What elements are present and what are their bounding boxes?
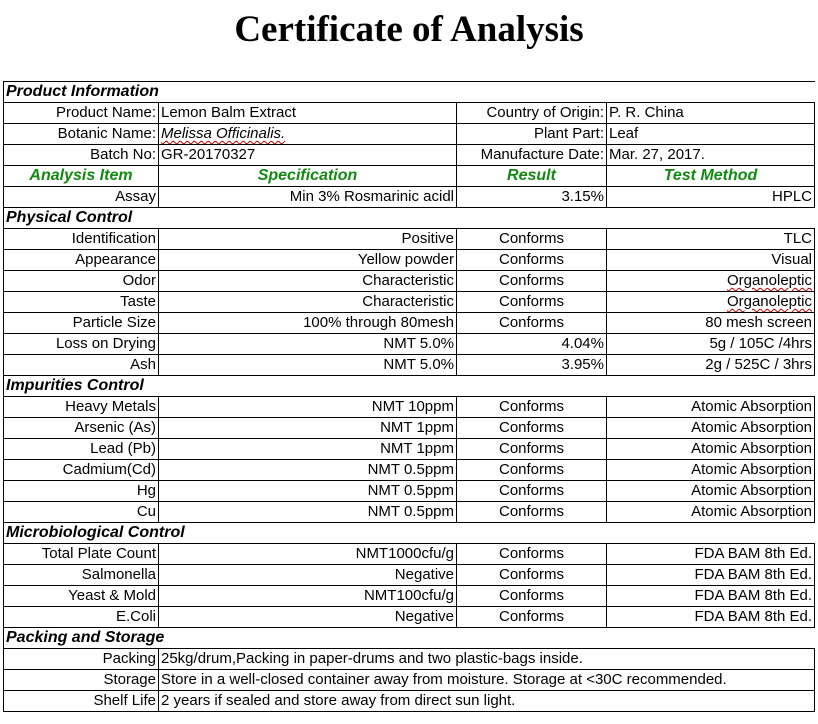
impurity-spec: NMT 10ppm — [159, 397, 457, 418]
physical-spec: Yellow powder — [159, 250, 457, 271]
micro-item: Salmonella — [4, 565, 159, 586]
impurity-method: Atomic Absorption — [607, 481, 815, 502]
impurity-result: Conforms — [457, 481, 607, 502]
product-name-value: Lemon Balm Extract — [159, 103, 457, 124]
physical-item: Ash — [4, 355, 159, 376]
physical-result: Conforms — [457, 292, 607, 313]
physical-spec: Characteristic — [159, 271, 457, 292]
micro-item: E.Coli — [4, 607, 159, 628]
physical-method: 2g / 525C / 3hrs — [607, 355, 815, 376]
physical-method: 5g / 105C /4hrs — [607, 334, 815, 355]
impurity-method: Atomic Absorption — [607, 397, 815, 418]
section-title-product-info: Product Information — [4, 82, 815, 103]
impurity-method: Atomic Absorption — [607, 418, 815, 439]
impurity-item: Heavy Metals — [4, 397, 159, 418]
micro-result: Conforms — [457, 607, 607, 628]
physical-item: Appearance — [4, 250, 159, 271]
impurity-result: Conforms — [457, 502, 607, 523]
country-label: Country of Origin: — [457, 103, 607, 124]
physical-item: Loss on Drying — [4, 334, 159, 355]
physical-spec: 100% through 80mesh — [159, 313, 457, 334]
product-name-label: Product Name: — [4, 103, 159, 124]
physical-method: 80 mesh screen — [607, 313, 815, 334]
physical-result: Conforms — [457, 271, 607, 292]
header-specification: Specification — [159, 166, 457, 187]
assay-row — [4, 187, 815, 208]
header-analysis-item: Analysis Item — [4, 166, 159, 187]
section-row-physical — [4, 208, 815, 229]
micro-method: FDA BAM 8th Ed. — [607, 544, 815, 565]
storage-value: Store in a well-closed container away from moisture. Storage at <30C recommended. — [159, 670, 815, 691]
physical-method — [607, 292, 815, 313]
impurity-item: Cadmium(Cd) — [4, 460, 159, 481]
impurity-result: Conforms — [457, 418, 607, 439]
assay-item: Assay — [4, 187, 159, 208]
section-title-micro: Microbiological Control — [4, 523, 815, 544]
physical-item: Taste — [4, 292, 159, 313]
section-row-product-info — [4, 82, 815, 103]
table-row — [4, 397, 815, 418]
physical-result: Conforms — [457, 250, 607, 271]
physical-item: Odor — [4, 271, 159, 292]
section-row-packing — [4, 628, 815, 649]
coa-table — [3, 81, 815, 712]
header-test-method: Test Method — [607, 166, 815, 187]
botanic-name-value: Melissa Officinalis. — [161, 125, 286, 142]
assay-method: HPLC — [607, 187, 815, 208]
shelf-life-row — [4, 691, 815, 712]
micro-item: Yeast & Mold — [4, 586, 159, 607]
physical-item: Identification — [4, 229, 159, 250]
table-row — [4, 607, 815, 628]
physical-method: TLC — [607, 229, 815, 250]
document-title: Certificate of Analysis — [234, 9, 584, 50]
table-row — [4, 544, 815, 565]
plant-part-value: Leaf — [607, 124, 815, 145]
impurity-method: Atomic Absorption — [607, 460, 815, 481]
section-row-micro — [4, 523, 815, 544]
physical-spec: NMT 5.0% — [159, 355, 457, 376]
table-row — [4, 418, 815, 439]
micro-spec: Negative — [159, 565, 457, 586]
manufacture-date-value: Mar. 27, 2017. — [607, 145, 815, 166]
impurity-result: Conforms — [457, 439, 607, 460]
impurity-item: Arsenic (As) — [4, 418, 159, 439]
manufacture-date-label: Manufacture Date: — [457, 145, 607, 166]
impurity-method: Atomic Absorption — [607, 439, 815, 460]
physical-spec: Positive — [159, 229, 457, 250]
section-title-physical: Physical Control — [4, 208, 815, 229]
section-row-impurities — [4, 376, 815, 397]
table-row — [4, 586, 815, 607]
table-row — [4, 334, 815, 355]
packing-label: Packing — [4, 649, 159, 670]
section-title-packing: Packing and Storage — [4, 628, 815, 649]
physical-item: Particle Size — [4, 313, 159, 334]
shelf-life-label: Shelf Life — [4, 691, 159, 712]
table-row — [4, 502, 815, 523]
physical-result: 4.04% — [457, 334, 607, 355]
impurity-spec: NMT 0.5ppm — [159, 481, 457, 502]
section-title-impurities: Impurities Control — [4, 376, 815, 397]
header-result: Result — [457, 166, 607, 187]
packing-row — [4, 649, 815, 670]
batch-value: GR-20170327 — [159, 145, 457, 166]
plant-part-label: Plant Part: — [457, 124, 607, 145]
micro-spec: NMT1000cfu/g — [159, 544, 457, 565]
physical-method-text: Organoleptic — [726, 272, 813, 289]
physical-spec: Characteristic — [159, 292, 457, 313]
micro-result: Conforms — [457, 586, 607, 607]
physical-spec: NMT 5.0% — [159, 334, 457, 355]
table-row — [4, 250, 815, 271]
micro-item: Total Plate Count — [4, 544, 159, 565]
assay-result: 3.15% — [457, 187, 607, 208]
micro-spec: NMT100cfu/g — [159, 586, 457, 607]
product-name-row — [4, 103, 815, 124]
physical-result: Conforms — [457, 229, 607, 250]
micro-method: FDA BAM 8th Ed. — [607, 586, 815, 607]
impurity-item: Hg — [4, 481, 159, 502]
botanic-name-label: Botanic Name: — [4, 124, 159, 145]
impurity-item: Lead (Pb) — [4, 439, 159, 460]
impurity-result: Conforms — [457, 460, 607, 481]
micro-result: Conforms — [457, 544, 607, 565]
table-row — [4, 292, 815, 313]
micro-method: FDA BAM 8th Ed. — [607, 607, 815, 628]
assay-spec: Min 3% Rosmarinic acidl — [159, 187, 457, 208]
physical-result: Conforms — [457, 313, 607, 334]
micro-result: Conforms — [457, 565, 607, 586]
country-value: P. R. China — [607, 103, 815, 124]
impurity-item: Cu — [4, 502, 159, 523]
storage-row — [4, 670, 815, 691]
physical-method: Visual — [607, 250, 815, 271]
impurity-spec: NMT 1ppm — [159, 439, 457, 460]
micro-method: FDA BAM 8th Ed. — [607, 565, 815, 586]
table-row — [4, 271, 815, 292]
shelf-life-value: 2 years if sealed and store away from direct sun light. — [159, 691, 815, 712]
table-row — [4, 229, 815, 250]
column-header-row — [4, 166, 815, 187]
impurity-spec: NMT 0.5ppm — [159, 502, 457, 523]
packing-value: 25kg/drum,Packing in paper-drums and two plastic-bags inside. — [159, 649, 815, 670]
table-row — [4, 481, 815, 502]
micro-spec: Negative — [159, 607, 457, 628]
batch-label: Batch No: — [4, 145, 159, 166]
physical-method — [607, 271, 815, 292]
impurity-spec: NMT 1ppm — [159, 418, 457, 439]
table-row — [4, 565, 815, 586]
table-row — [4, 439, 815, 460]
batch-row — [4, 145, 815, 166]
impurity-result: Conforms — [457, 397, 607, 418]
table-row — [4, 355, 815, 376]
physical-result: 3.95% — [457, 355, 607, 376]
impurity-method: Atomic Absorption — [607, 502, 815, 523]
table-row — [4, 460, 815, 481]
storage-label: Storage — [4, 670, 159, 691]
impurity-spec: NMT 0.5ppm — [159, 460, 457, 481]
physical-method-text: Organoleptic — [726, 293, 813, 310]
botanic-name-row — [4, 124, 815, 145]
table-row — [4, 313, 815, 334]
